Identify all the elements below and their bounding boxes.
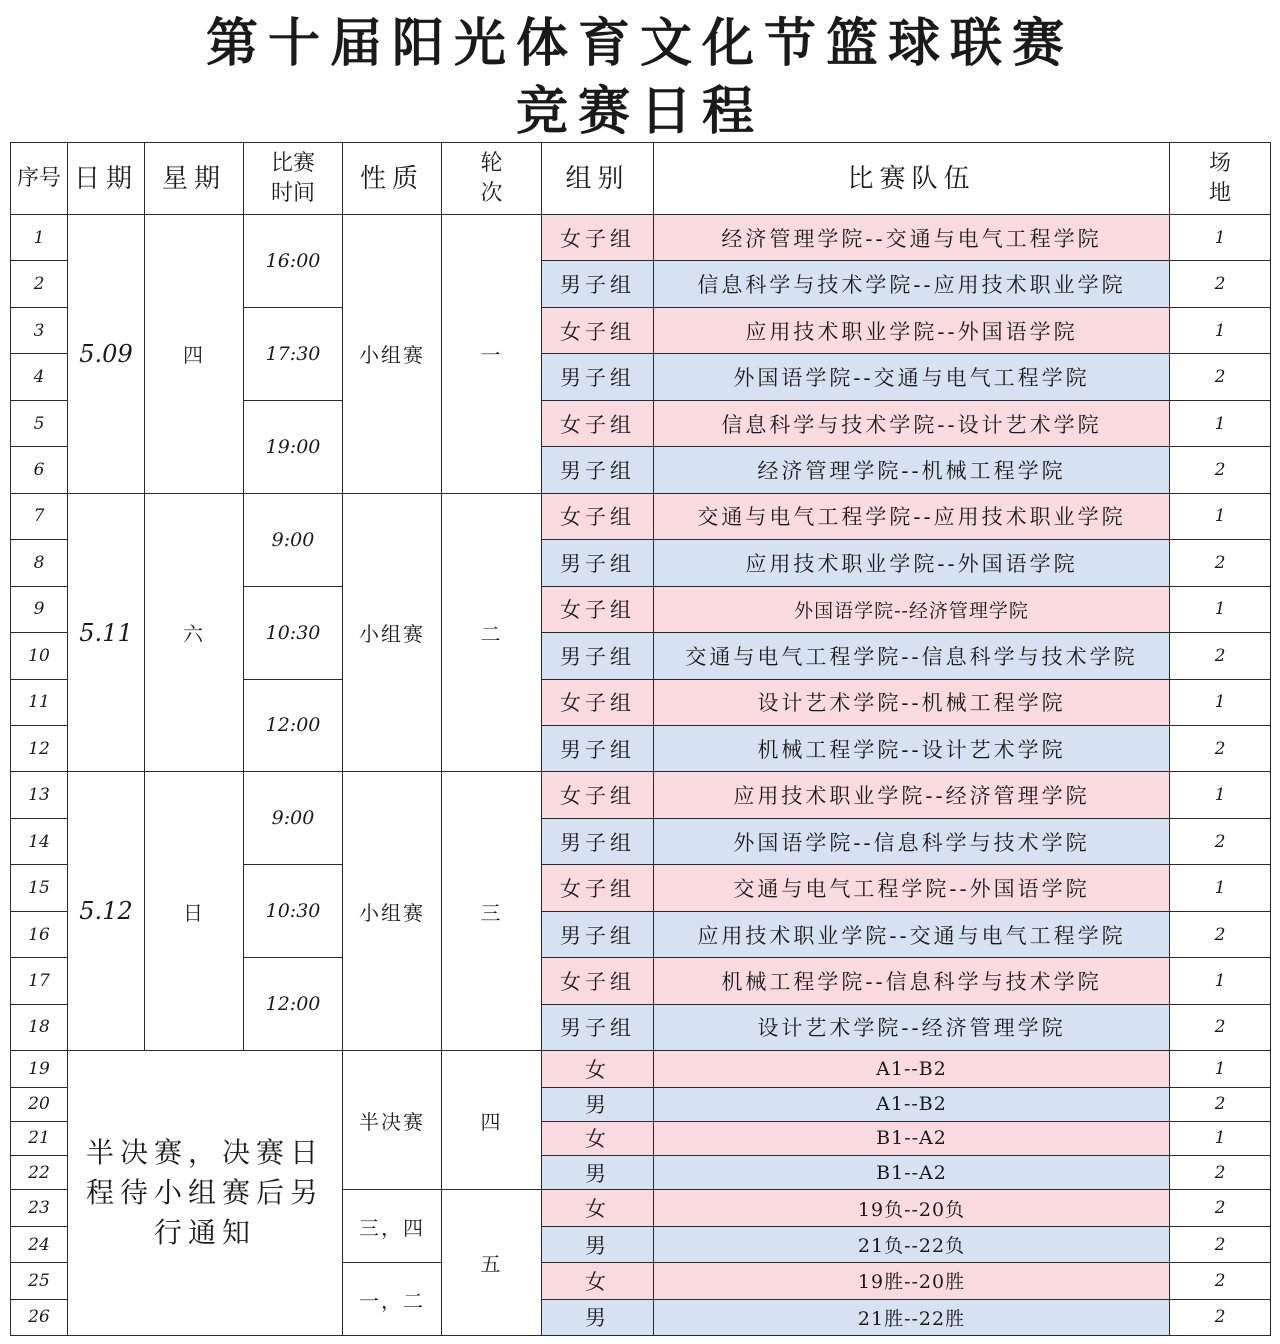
venue-cell: 1 (1170, 1121, 1271, 1155)
match-cell: 21胜--22胜 (654, 1299, 1170, 1335)
row-number: 3 (11, 307, 68, 353)
venue-cell: 1 (1170, 679, 1271, 725)
venue-cell: 2 (1170, 1087, 1271, 1121)
row-number: 4 (11, 354, 68, 400)
row-number: 19 (11, 1051, 68, 1087)
match-cell: 交通与电气工程学院--外国语学院 (654, 865, 1170, 911)
row-number: 9 (11, 586, 68, 632)
time-cell: 17:30 (244, 307, 343, 400)
match-cell: B1--A2 (654, 1156, 1170, 1190)
venue-cell: 1 (1170, 307, 1271, 353)
time-cell: 12:00 (244, 958, 343, 1051)
row-number: 17 (11, 958, 68, 1004)
header-teams: 比赛队伍 (654, 143, 1170, 215)
round-cell: 三 (442, 772, 542, 1051)
match-cell: 机械工程学院--信息科学与技术学院 (654, 958, 1170, 1004)
group-cell: 男 (542, 1156, 654, 1190)
page-subtitle: 竞赛日程 (515, 81, 764, 142)
time-cell: 10:30 (244, 586, 343, 679)
weekday-cell: 四 (145, 215, 244, 494)
row-number: 23 (11, 1190, 68, 1226)
group-cell: 女子组 (542, 772, 654, 818)
match-type-cell: 半决赛 (343, 1051, 442, 1190)
group-cell: 女子组 (542, 400, 654, 446)
round-cell: 一 (442, 215, 542, 494)
venue-cell: 2 (1170, 1263, 1271, 1299)
match-cell: 应用技术职业学院--经济管理学院 (654, 772, 1170, 818)
match-type-cell: 三，四 (343, 1190, 442, 1263)
row-number: 6 (11, 447, 68, 493)
venue-cell: 2 (1170, 633, 1271, 679)
group-cell: 男子组 (542, 725, 654, 771)
date-cell: 5.12 (68, 772, 145, 1051)
header-group: 组别 (542, 143, 654, 215)
row-number: 25 (11, 1263, 68, 1299)
row-number: 20 (11, 1087, 68, 1121)
time-cell: 12:00 (244, 679, 343, 772)
header-weekday: 星期 (145, 143, 244, 215)
header-venue: 场地 (1170, 143, 1271, 215)
venue-cell: 2 (1170, 261, 1271, 307)
date-cell: 5.11 (68, 493, 145, 772)
group-cell: 女子组 (542, 865, 654, 911)
match-cell: 经济管理学院--交通与电气工程学院 (654, 215, 1170, 261)
group-cell: 男 (542, 1087, 654, 1121)
match-cell: 信息科学与技术学院--应用技术职业学院 (654, 261, 1170, 307)
row-number: 26 (11, 1299, 68, 1335)
venue-cell: 2 (1170, 911, 1271, 957)
match-cell: 机械工程学院--设计艺术学院 (654, 725, 1170, 771)
match-cell: 应用技术职业学院--交通与电气工程学院 (654, 911, 1170, 957)
match-cell: 设计艺术学院--机械工程学院 (654, 679, 1170, 725)
weekday-cell: 六 (145, 493, 244, 772)
time-cell: 10:30 (244, 865, 343, 958)
group-cell: 女子组 (542, 679, 654, 725)
venue-cell: 1 (1170, 400, 1271, 446)
match-cell: 交通与电气工程学院--信息科学与技术学院 (654, 633, 1170, 679)
group-cell: 女子组 (542, 493, 654, 539)
row-number: 18 (11, 1004, 68, 1050)
group-cell: 男子组 (542, 540, 654, 586)
date-cell: 5.09 (68, 215, 145, 494)
row-number: 12 (11, 725, 68, 771)
table-row (11, 772, 1271, 818)
match-cell: A1--B2 (654, 1087, 1170, 1121)
table-row (11, 1051, 1271, 1087)
group-cell: 女子组 (542, 586, 654, 632)
match-type-cell: 小组赛 (343, 493, 442, 772)
row-number: 14 (11, 818, 68, 864)
venue-cell: 1 (1170, 772, 1271, 818)
header-no: 序号 (11, 143, 68, 215)
row-number: 5 (11, 400, 68, 446)
row-number: 24 (11, 1226, 68, 1262)
row-number: 16 (11, 911, 68, 957)
row-number: 11 (11, 679, 68, 725)
match-cell: 应用技术职业学院--外国语学院 (654, 540, 1170, 586)
venue-cell: 2 (1170, 447, 1271, 493)
venue-cell: 2 (1170, 725, 1271, 771)
group-cell: 女 (542, 1263, 654, 1299)
match-cell: 19胜--20胜 (654, 1263, 1170, 1299)
group-cell: 男子组 (542, 911, 654, 957)
group-cell: 男子组 (542, 1004, 654, 1050)
match-type-cell: 小组赛 (343, 772, 442, 1051)
weekday-cell: 日 (145, 772, 244, 1051)
time-cell: 9:00 (244, 493, 343, 586)
match-cell: 信息科学与技术学院--设计艺术学院 (654, 400, 1170, 446)
header-round: 轮次 (442, 143, 542, 215)
venue-cell: 2 (1170, 818, 1271, 864)
schedule-table (10, 142, 1271, 1336)
venue-cell: 2 (1170, 1190, 1271, 1226)
group-cell: 男子组 (542, 354, 654, 400)
group-cell: 女子组 (542, 958, 654, 1004)
time-cell: 16:00 (244, 215, 343, 308)
venue-cell: 2 (1170, 540, 1271, 586)
group-cell: 男子组 (542, 261, 654, 307)
venue-cell: 2 (1170, 1004, 1271, 1050)
match-cell: 外国语学院--信息科学与技术学院 (654, 818, 1170, 864)
venue-cell: 2 (1170, 1299, 1271, 1335)
row-number: 22 (11, 1156, 68, 1190)
group-cell: 女 (542, 1121, 654, 1155)
row-number: 7 (11, 493, 68, 539)
group-cell: 女 (542, 1190, 654, 1226)
header-type: 性质 (343, 143, 442, 215)
schedule-body (11, 215, 1271, 1336)
round-cell: 二 (442, 493, 542, 772)
match-cell: 外国语学院--经济管理学院 (654, 586, 1170, 632)
match-cell: 19负--20负 (654, 1190, 1170, 1226)
row-number: 15 (11, 865, 68, 911)
group-cell: 男子组 (542, 633, 654, 679)
venue-cell: 2 (1170, 354, 1271, 400)
header-date: 日期 (68, 143, 145, 215)
table-row (11, 215, 1271, 261)
venue-cell: 1 (1170, 493, 1271, 539)
row-number: 10 (11, 633, 68, 679)
group-cell: 男子组 (542, 447, 654, 493)
row-number: 1 (11, 215, 68, 261)
match-type-cell: 小组赛 (343, 215, 442, 494)
knockout-note: 半决赛，决赛日程待小组赛后另行通知 (68, 1051, 343, 1336)
time-cell: 19:00 (244, 400, 343, 493)
venue-cell: 1 (1170, 1051, 1271, 1087)
page-title: 第十届阳光体育文化节篮球联赛 (205, 13, 1074, 74)
group-cell: 男子组 (542, 818, 654, 864)
venue-cell: 2 (1170, 1226, 1271, 1262)
row-number: 8 (11, 540, 68, 586)
match-cell: 应用技术职业学院--外国语学院 (654, 307, 1170, 353)
row-number: 21 (11, 1121, 68, 1155)
group-cell: 男 (542, 1299, 654, 1335)
match-cell: 交通与电气工程学院--应用技术职业学院 (654, 493, 1170, 539)
venue-cell: 1 (1170, 586, 1271, 632)
round-cell: 四 (442, 1051, 542, 1190)
match-cell: A1--B2 (654, 1051, 1170, 1087)
group-cell: 男 (542, 1226, 654, 1262)
group-cell: 女子组 (542, 215, 654, 261)
venue-cell: 2 (1170, 1156, 1271, 1190)
group-cell: 女子组 (542, 307, 654, 353)
table-row (11, 493, 1271, 539)
match-cell: 外国语学院--交通与电气工程学院 (654, 354, 1170, 400)
group-cell: 女 (542, 1051, 654, 1087)
row-number: 2 (11, 261, 68, 307)
round-cell: 五 (442, 1190, 542, 1336)
match-cell: 经济管理学院--机械工程学院 (654, 447, 1170, 493)
match-type-cell: 一，二 (343, 1263, 442, 1336)
match-cell: 21负--22负 (654, 1226, 1170, 1262)
match-cell: 设计艺术学院--经济管理学院 (654, 1004, 1170, 1050)
time-cell: 9:00 (244, 772, 343, 865)
match-cell: B1--A2 (654, 1121, 1170, 1155)
venue-cell: 1 (1170, 865, 1271, 911)
header-time: 比赛时间 (244, 143, 343, 215)
venue-cell: 1 (1170, 958, 1271, 1004)
row-number: 13 (11, 772, 68, 818)
venue-cell: 1 (1170, 215, 1271, 261)
